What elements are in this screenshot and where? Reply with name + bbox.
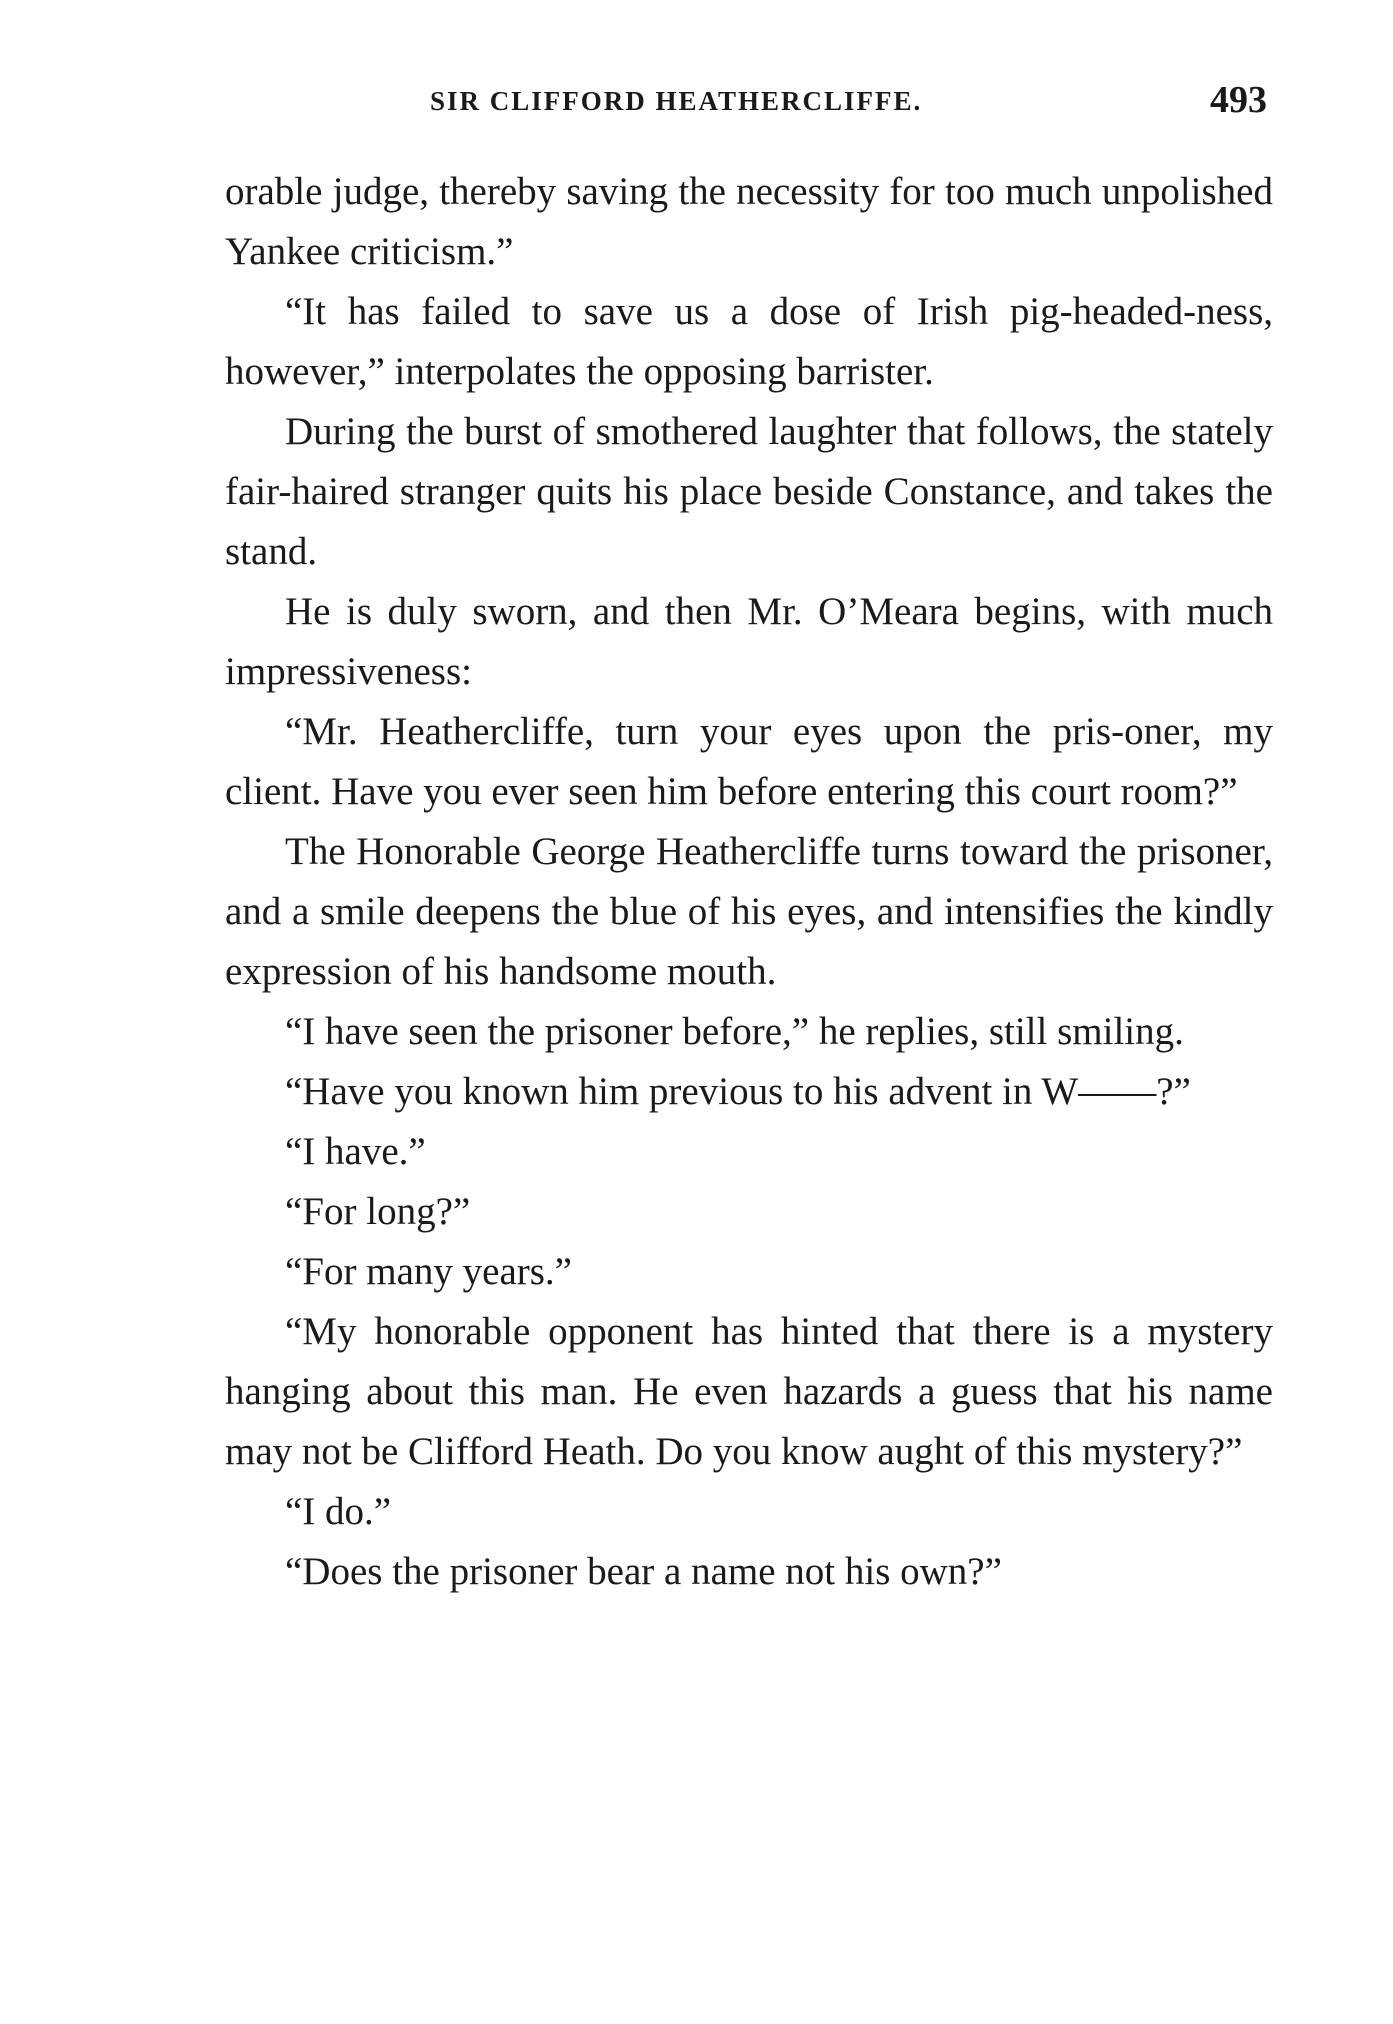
paragraph: “I do.”	[285, 1490, 392, 1533]
paragraph: “I have seen the prisoner before,” he replies, still smiling.	[285, 1010, 1184, 1053]
page-number: 493	[1210, 79, 1267, 121]
running-title: SIR CLIFFORD HEATHERCLIFFE.	[430, 86, 923, 116]
paragraph: The Honorable George Heathercliffe turns toward the prisoner, and a smile deepens the blue of his eyes, and intensifies the kindly expression of his handsome mouth.	[225, 830, 1273, 993]
paragraph: “I have.”	[285, 1130, 426, 1173]
paragraph: “For many years.”	[285, 1250, 572, 1293]
paragraph: “For long?”	[285, 1190, 471, 1233]
paragraph: During the burst of smothered laughter that follows, the stately fair-haired stranger quits his place beside Constance, and takes the stand.	[225, 410, 1273, 573]
paragraph: “Have you known him previous to his advent in W——?”	[285, 1070, 1191, 1113]
paragraph: “My honorable opponent has hinted that there is a mystery hanging about this man. He even hazards a guess that his name may not be Clifford Heath. Do you know aught of this mystery?”	[225, 1310, 1273, 1473]
running-head	[225, 78, 1267, 128]
paragraph: orable judge, thereby saving the necessity for too much unpolished Yankee criticism.”	[225, 170, 1273, 273]
paragraph: “It has failed to save us a dose of Irish pig-headed-ness, however,” interpolates the opposing barrister.	[225, 290, 1273, 393]
body-text	[225, 162, 1273, 1602]
paragraph: He is duly sworn, and then Mr. O’Meara begins, with much impressiveness:	[225, 590, 1273, 693]
paragraph: “Does the prisoner bear a name not his own?”	[285, 1550, 1002, 1593]
paragraph: “Mr. Heathercliffe, turn your eyes upon the pris-oner, my client. Have you ever seen him before entering this court room?”	[225, 710, 1273, 813]
